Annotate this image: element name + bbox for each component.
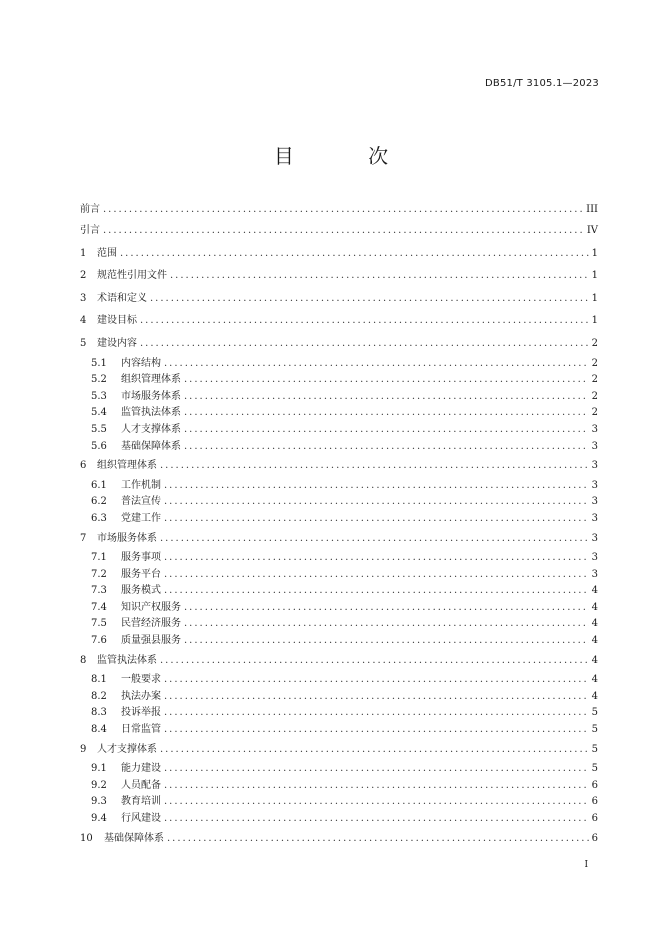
toc-entry-number: 7.4 bbox=[91, 601, 107, 613]
toc-entry-label: 人员配备 bbox=[121, 779, 161, 791]
toc-entry-label: 人才支撑体系 bbox=[97, 743, 157, 755]
toc-entry-page: 1 bbox=[591, 292, 598, 304]
toc-entry[interactable] bbox=[80, 439, 598, 456]
toc-entry-label: 监管执法体系 bbox=[121, 407, 181, 419]
toc-entry[interactable] bbox=[80, 600, 598, 617]
toc-entry-number: 6 bbox=[80, 460, 87, 472]
toc-dot-leader bbox=[184, 372, 589, 389]
toc-entry-page: 1 bbox=[591, 315, 598, 327]
toc-dot-leader bbox=[184, 439, 589, 456]
toc-dot-leader bbox=[103, 200, 583, 220]
toc-entry-number: 5.3 bbox=[91, 390, 107, 402]
toc-entry-label: 市场服务体系 bbox=[97, 532, 157, 544]
toc-dot-leader bbox=[167, 828, 589, 851]
toc-entry-page: 6 bbox=[591, 813, 598, 824]
toc-entry-label: 服务模式 bbox=[121, 585, 161, 597]
toc-dot-leader bbox=[160, 528, 589, 551]
toc-dot-leader bbox=[140, 333, 589, 356]
toc-entry-number: 7.1 bbox=[91, 552, 107, 564]
document-code: DB51/T 3105.1—2023 bbox=[485, 78, 599, 89]
toc-entry[interactable] bbox=[80, 567, 598, 584]
toc-entry-label: 术语和定义 bbox=[97, 292, 147, 304]
page-title: 目 次 bbox=[273, 144, 423, 168]
toc-entry[interactable] bbox=[80, 389, 598, 406]
toc-entry[interactable] bbox=[80, 200, 598, 220]
toc-entry-number: 8.4 bbox=[91, 724, 107, 736]
toc-entry[interactable] bbox=[80, 672, 598, 689]
toc-entry-label: 行风建设 bbox=[121, 813, 161, 824]
toc-entry-page: III bbox=[586, 204, 598, 215]
toc-entry[interactable] bbox=[80, 220, 598, 243]
toc-entry-page: 4 bbox=[591, 635, 598, 647]
toc-entry-label: 范围 bbox=[97, 247, 117, 259]
toc-entry-page: 3 bbox=[591, 460, 598, 472]
toc-entry[interactable] bbox=[80, 616, 598, 633]
toc-entry-label: 民营经济服务 bbox=[121, 618, 181, 630]
toc-entry-page: 3 bbox=[591, 423, 598, 435]
toc-entry-label: 基础保障体系 bbox=[121, 440, 181, 452]
toc-entry-label: 教育培训 bbox=[121, 796, 161, 808]
toc-entry-number: 9 bbox=[80, 743, 87, 755]
toc-entry-page: 4 bbox=[591, 601, 598, 613]
toc-entry-number: 7.2 bbox=[91, 568, 107, 580]
toc-dot-leader bbox=[164, 761, 589, 778]
toc-entry[interactable] bbox=[80, 739, 598, 762]
toc-entry-page: 4 bbox=[591, 654, 598, 666]
toc-entry-number: 5 bbox=[80, 337, 87, 349]
toc-dot-leader bbox=[150, 288, 589, 311]
toc-entry[interactable] bbox=[80, 243, 598, 266]
toc-entry-number: 7.3 bbox=[91, 585, 107, 597]
toc-dot-leader bbox=[160, 739, 589, 762]
toc-entry-page: 4 bbox=[591, 618, 598, 630]
toc-entry-page: 2 bbox=[591, 407, 598, 419]
toc-entry-label: 服务事项 bbox=[121, 552, 161, 564]
toc-entry[interactable] bbox=[80, 633, 598, 650]
toc-entry-number: 7.5 bbox=[91, 618, 107, 630]
toc-entry-number: 5.1 bbox=[91, 357, 107, 369]
toc-dot-leader bbox=[103, 220, 584, 243]
toc-entry[interactable] bbox=[80, 422, 598, 439]
toc-entry[interactable] bbox=[80, 722, 598, 739]
toc-entry-label: 监管执法体系 bbox=[97, 654, 157, 666]
toc-entry[interactable] bbox=[80, 265, 598, 288]
toc-entry-label: 能力建设 bbox=[121, 763, 161, 775]
toc-entry-number: 8 bbox=[80, 654, 87, 666]
toc-dot-leader bbox=[164, 356, 589, 373]
toc-entry-number: 9.4 bbox=[91, 813, 107, 824]
toc-dot-leader bbox=[164, 705, 589, 722]
toc-entry-number: 2 bbox=[80, 270, 87, 282]
toc-entry-number: 5.2 bbox=[91, 374, 107, 386]
toc-dot-leader bbox=[164, 583, 589, 600]
toc-entry-number: 8.3 bbox=[91, 707, 107, 719]
toc-entry-label: 组织管理体系 bbox=[121, 374, 181, 386]
toc-entry-page: 2 bbox=[591, 357, 598, 369]
toc-entry[interactable] bbox=[80, 778, 598, 795]
toc-entry-label: 内容结构 bbox=[121, 357, 161, 369]
toc-dot-leader bbox=[184, 633, 589, 650]
toc-entry[interactable] bbox=[80, 478, 598, 495]
toc-entry[interactable] bbox=[80, 794, 598, 811]
toc-entry-label: 服务平台 bbox=[121, 568, 161, 580]
toc-dot-leader bbox=[164, 511, 589, 528]
toc-entry-label: 规范性引用文件 bbox=[97, 270, 167, 282]
toc-entry[interactable] bbox=[80, 689, 598, 706]
toc-entry[interactable] bbox=[80, 494, 598, 511]
toc-entry-page: 3 bbox=[591, 440, 598, 452]
toc-entry-label: 质量强县服务 bbox=[121, 635, 181, 647]
toc-dot-leader bbox=[164, 689, 589, 706]
toc-entry-number: 9.2 bbox=[91, 779, 107, 791]
toc-entry-number: 6.1 bbox=[91, 479, 107, 491]
toc-entry-page: 3 bbox=[591, 479, 598, 491]
toc-entry-label: 工作机制 bbox=[121, 479, 161, 491]
toc-dot-leader bbox=[164, 478, 589, 495]
toc-entry-page: 2 bbox=[591, 374, 598, 386]
toc-dot-leader bbox=[184, 405, 589, 422]
toc-entry-label: 前言 bbox=[80, 204, 100, 215]
toc-entry[interactable] bbox=[80, 828, 598, 851]
toc-entry-page: 6 bbox=[591, 832, 598, 844]
toc-entry-page: 5 bbox=[591, 743, 598, 755]
toc-entry-number: 9.1 bbox=[91, 763, 107, 775]
toc-entry-label: 一般要求 bbox=[121, 674, 161, 686]
toc-entry[interactable] bbox=[80, 528, 598, 551]
toc-entry[interactable] bbox=[80, 372, 598, 389]
toc-dot-leader bbox=[164, 567, 589, 584]
toc-entry-page: 6 bbox=[591, 796, 598, 808]
page-number: I bbox=[584, 860, 588, 870]
toc-entry-number: 7 bbox=[80, 532, 87, 544]
toc-entry-number: 5.6 bbox=[91, 440, 107, 452]
toc-entry-label: 引言 bbox=[80, 225, 100, 236]
toc-entry-page: 2 bbox=[591, 390, 598, 402]
toc-entry-page: 3 bbox=[591, 512, 598, 524]
toc-entry[interactable] bbox=[80, 405, 598, 422]
toc-dot-leader bbox=[164, 778, 589, 795]
toc-entry-page: 3 bbox=[591, 568, 598, 580]
toc-entry-number: 6.2 bbox=[91, 496, 107, 508]
toc-dot-leader bbox=[184, 389, 589, 406]
toc-entry-page: 1 bbox=[591, 247, 598, 259]
toc-entry[interactable] bbox=[80, 356, 598, 373]
toc-entry[interactable] bbox=[80, 811, 598, 828]
toc-dot-leader bbox=[160, 650, 589, 673]
toc-dot-leader bbox=[184, 600, 589, 617]
toc-dot-leader bbox=[170, 265, 589, 288]
toc-dot-leader bbox=[164, 494, 589, 511]
toc-entry-number: 10 bbox=[80, 832, 93, 844]
table-of-contents bbox=[80, 200, 598, 850]
toc-dot-leader bbox=[164, 794, 589, 811]
toc-entry-page: IV bbox=[586, 225, 598, 236]
toc-dot-leader bbox=[184, 616, 589, 633]
toc-dot-leader bbox=[164, 722, 589, 739]
toc-entry-label: 日常监管 bbox=[121, 724, 161, 736]
toc-entry-page: 5 bbox=[591, 763, 598, 775]
toc-entry[interactable] bbox=[80, 511, 598, 528]
toc-entry-number: 5.5 bbox=[91, 423, 107, 435]
toc-entry-number: 9.3 bbox=[91, 796, 107, 808]
toc-entry-number: 6.3 bbox=[91, 512, 107, 524]
toc-dot-leader bbox=[120, 243, 589, 266]
toc-entry-page: 5 bbox=[591, 707, 598, 719]
toc-dot-leader bbox=[140, 310, 589, 333]
toc-dot-leader bbox=[164, 811, 589, 828]
toc-entry[interactable] bbox=[80, 288, 598, 311]
toc-entry-number: 3 bbox=[80, 292, 87, 304]
toc-entry[interactable] bbox=[80, 705, 598, 722]
toc-entry[interactable] bbox=[80, 455, 598, 478]
toc-dot-leader bbox=[164, 672, 589, 689]
toc-entry-label: 组织管理体系 bbox=[97, 460, 157, 472]
toc-entry[interactable] bbox=[80, 583, 598, 600]
toc-entry-label: 建设内容 bbox=[97, 337, 137, 349]
toc-entry-number: 7.6 bbox=[91, 635, 107, 647]
toc-dot-leader bbox=[164, 550, 589, 567]
toc-entry-label: 市场服务体系 bbox=[121, 390, 181, 402]
toc-entry-label: 投诉举报 bbox=[121, 707, 161, 719]
toc-entry-label: 普法宣传 bbox=[121, 496, 161, 508]
toc-entry-number: 4 bbox=[80, 315, 87, 327]
toc-entry-page: 4 bbox=[591, 585, 598, 597]
toc-entry[interactable] bbox=[80, 333, 598, 356]
toc-dot-leader bbox=[184, 422, 589, 439]
toc-entry-page: 3 bbox=[591, 552, 598, 564]
toc-entry-label: 知识产权服务 bbox=[121, 601, 181, 613]
toc-entry-label: 建设目标 bbox=[97, 315, 137, 327]
toc-entry-number: 8.2 bbox=[91, 690, 107, 702]
toc-entry-page: 4 bbox=[591, 674, 598, 686]
toc-entry-page: 1 bbox=[591, 270, 598, 282]
toc-entry[interactable] bbox=[80, 310, 598, 333]
toc-entry-page: 2 bbox=[591, 337, 598, 349]
toc-entry-label: 党建工作 bbox=[121, 512, 161, 524]
toc-entry[interactable] bbox=[80, 650, 598, 673]
toc-entry-number: 5.4 bbox=[91, 407, 107, 419]
toc-entry-page: 6 bbox=[591, 779, 598, 791]
toc-entry-label: 执法办案 bbox=[121, 690, 161, 702]
toc-entry-number: 1 bbox=[80, 247, 87, 259]
toc-entry[interactable] bbox=[80, 761, 598, 778]
toc-entry-page: 5 bbox=[591, 724, 598, 736]
toc-entry[interactable] bbox=[80, 550, 598, 567]
toc-entry-page: 3 bbox=[591, 496, 598, 508]
toc-entry-label: 人才支撑体系 bbox=[121, 423, 181, 435]
toc-entry-number: 8.1 bbox=[91, 674, 107, 686]
toc-entry-page: 3 bbox=[591, 532, 598, 544]
toc-dot-leader bbox=[160, 455, 589, 478]
toc-entry-page: 4 bbox=[591, 690, 598, 702]
toc-entry-label: 基础保障体系 bbox=[104, 832, 164, 844]
